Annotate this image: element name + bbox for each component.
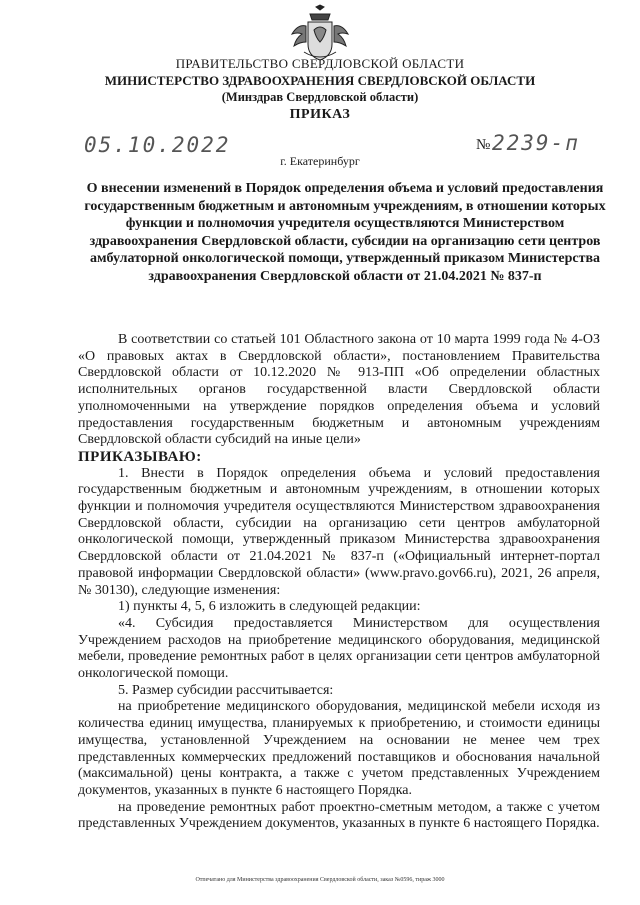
paragraph-1: 1. Внести в Порядок определения объема и условий предоставления государственным бюджетным и автономным учреждениям, в отношении которых функции и полномочия учредителя осуществляются Министерством здравоохранения Свердловской области, субсидии на организацию сети центров амбулаторной онкологической помощи, утвержденный приказом Министерства здравоохранения Свердловской области от 21.04.2021 № 837-п («Официальный интернет-портал правовой информации Свердловской области» (www.pravo.gov66.ru), 2021, 26 апреля, № 30130), следующие изменения: (78, 465, 600, 598)
ministry-name: МИНИСТЕРСТВО ЗДРАВООХРАНЕНИЯ СВЕРДЛОВСКОЙ ОБЛАСТИ (104, 73, 536, 88)
paragraph-5: на приобретение медицинского оборудования, медицинской мебели исходя из количества единиц имущества, планируемых к приобретению, и стоимости единицы имущества, установленной Учреждением на основании не менее чем трех представленных коммерческих предложений поставщиков и обоснования начальной (максимальной) цены контракта, а также с учетом представленных Учреждением документов, указанных в пункте 6 настоящего Порядка. (78, 699, 600, 798)
print-footer: Отпечатано для Министерства здравоохранения Свердловской области, заказ №0596, тираж 3000 (195, 877, 445, 883)
preamble: В соответствии со статьей 101 Областного закона от 10 марта 1999 года № 4-ОЗ «О правовых актах в Свердловской области», постановлением Правительства Свердловской области от 10.12.2020 № 913-ПП «Об определении областных исполнительных органов государственной власти Свердловской области уполномоченными на утверждение порядков определения объема и условий предоставления государственным бюджетным и автономным учреждениям Свердловской области субсидий на иные цели» (78, 332, 600, 448)
paragraph-4: 5. Размер субсидии рассчитывается: (118, 682, 334, 698)
paragraph-2: 1) пункты 4, 5, 6 изложить в следующей редакции: (118, 599, 421, 615)
coat-of-arms-emblem (286, 4, 354, 64)
order-date: 05.10.2022 (84, 133, 231, 157)
number-sign: № (476, 137, 491, 153)
order-word: ПРИКАЗЫВАЮ: (78, 448, 202, 465)
paragraph-3: «4. Субсидия предоставляется Министерством для осуществления Учреждением расходов на приобретение медицинского оборудования, медицинской мебели, проведение ремонтных работ в целях организации сети центров амбулаторной онкологической помощи. (78, 615, 600, 682)
ministry-short-name: (Минздрав Свердловской области) (221, 90, 419, 104)
order-number: 2239-п (492, 131, 580, 155)
government-name: ПРАВИТЕЛЬСТВО СВЕРДЛОВСКОЙ ОБЛАСТИ (175, 56, 465, 71)
order-body (78, 332, 600, 833)
paragraph-6: на проведение ремонтных работ проектно-сметным методом, а также с учетом представленных Учреждением документов, указанных в пункте 6 настоящего Порядка. (78, 799, 600, 832)
order-title: О внесении изменений в Порядок определения объема и условий предоставления государственным бюджетным и автономным учреждениям, в отношении которых функции и полномочия учредителя осуществляются Министерством здравоохранения Свердловской области, субсидии на организацию сети центров амбулаторной онкологической помощи, утвержденный приказом Министерства здравоохранения Свердловской области от 21.04.2021 № 837-п (84, 181, 606, 284)
document-type: ПРИКАЗ (289, 107, 351, 122)
city: г. Екатеринбург (280, 154, 360, 168)
